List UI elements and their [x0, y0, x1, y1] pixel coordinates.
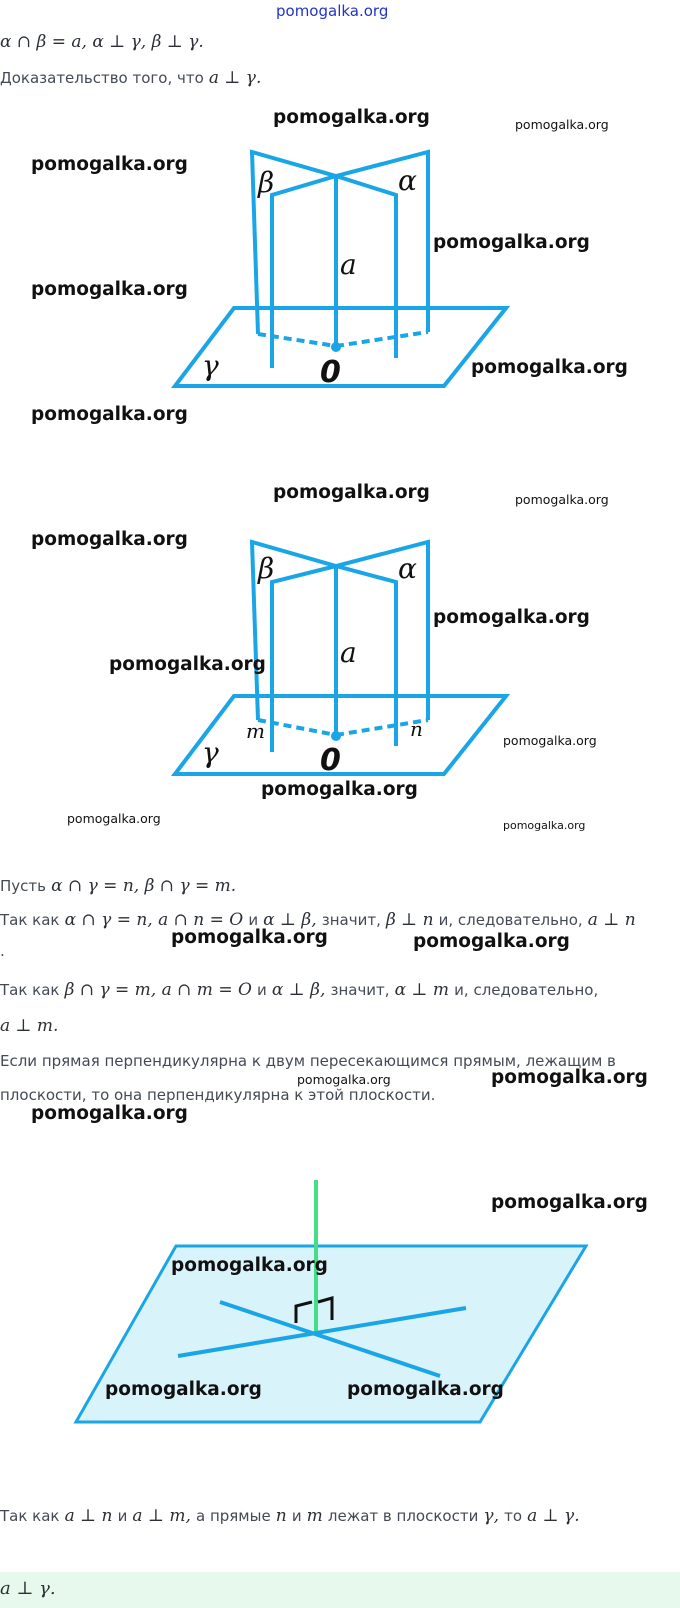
- label-m-2: m: [246, 719, 265, 743]
- watermark: pomogalka.org: [171, 1255, 328, 1276]
- concl-text-c: а прямые: [195, 1507, 271, 1525]
- prove-statement: [0, 68, 261, 88]
- watermark: pomogalka.org: [273, 107, 430, 128]
- concl-math-4: m: [306, 1506, 323, 1526]
- concl-math-2: a ⊥ m,: [132, 1506, 191, 1526]
- step-2-text-c: значит,: [321, 911, 381, 929]
- step-1: [0, 876, 236, 896]
- dash-m-1: [258, 334, 336, 346]
- concl-text-e: лежат в плоскости: [327, 1507, 479, 1525]
- step-3-text-a: Так как: [0, 981, 60, 999]
- label-o-1: 0: [320, 355, 341, 390]
- watermark: pomogalka.org: [109, 654, 266, 675]
- conclusion: [0, 1506, 580, 1526]
- label-alpha-1: α: [398, 164, 417, 197]
- watermark: pomogalka.org: [347, 1379, 504, 1400]
- watermark: pomogalka.org: [171, 927, 328, 948]
- label-gamma-2: γ: [202, 736, 219, 769]
- theorem-line-2: плоскости, то она перпендикулярна к этой плоскости.: [0, 1086, 436, 1104]
- label-n-2: n: [410, 717, 423, 741]
- label-gamma-1: γ: [202, 349, 219, 382]
- step-3-text-b: и: [257, 981, 267, 999]
- watermark: pomogalka.org: [297, 1072, 391, 1087]
- step-3-math-2: α ⊥ β,: [271, 980, 326, 1000]
- concl-text-a: Так как: [0, 1507, 60, 1525]
- theorem-line-1: Если прямая перпендикулярна к двум пересекающимся прямым, лежащим в: [0, 1052, 616, 1070]
- watermark: pomogalka.org: [433, 607, 590, 628]
- prove-text: Доказательство того, что: [0, 69, 204, 87]
- step-3-math-4: a ⊥ m.: [0, 1016, 59, 1036]
- watermark: pomogalka.org: [105, 1379, 262, 1400]
- point-o-2: [331, 731, 341, 741]
- label-a-2: a: [340, 636, 357, 669]
- watermark: pomogalka.org: [491, 1192, 648, 1213]
- watermark: pomogalka.org: [31, 154, 188, 175]
- step-2-text-a: Так как: [0, 911, 60, 929]
- concl-text-d: и: [291, 1507, 302, 1525]
- concl-text-f: то: [504, 1507, 523, 1525]
- watermark: pomogalka.org: [31, 404, 188, 425]
- watermark: pomogalka.org: [471, 357, 628, 378]
- label-a-1: a: [340, 248, 357, 281]
- concl-text-b: и: [117, 1507, 128, 1525]
- step-3-math-1: β ∩ γ = m, a ∩ m = O: [64, 980, 252, 1000]
- answer-math: a ⊥ γ.: [0, 1578, 56, 1599]
- watermark: pomogalka.org: [503, 733, 597, 748]
- step-2-period: .: [0, 942, 5, 960]
- watermark: pomogalka.org: [515, 117, 609, 132]
- concl-math-6: a ⊥ γ.: [527, 1506, 580, 1526]
- watermark: pomogalka.org: [433, 232, 590, 253]
- step-2-text-b: и: [248, 911, 259, 929]
- watermark: pomogalka.org: [491, 1067, 648, 1088]
- step-2-math-1: α ∩ γ = n, a ∩ n = O: [64, 910, 244, 930]
- watermark: pomogalka.org: [273, 482, 430, 503]
- answer-box: [0, 1572, 680, 1608]
- concl-math-5: γ,: [483, 1506, 499, 1526]
- dash-m-2: [258, 720, 336, 735]
- point-o-1: [331, 342, 341, 352]
- label-beta-2: β: [258, 552, 275, 585]
- figure-planes-1: [0, 100, 680, 430]
- step-3-math-3: α ⊥ m: [394, 980, 450, 1000]
- label-alpha-2: α: [398, 552, 417, 585]
- step-1-text: Пусть: [0, 877, 46, 895]
- watermark: pomogalka.org: [515, 492, 609, 507]
- step-3-text-c: значит,: [330, 981, 390, 999]
- step-1-math: α ∩ γ = n, β ∩ γ = m.: [51, 876, 237, 896]
- step-2-text-d: и, следовательно,: [438, 911, 583, 929]
- concl-math-1: a ⊥ n: [64, 1506, 113, 1526]
- step-2-math-4: a ⊥ n: [587, 910, 636, 930]
- step-3: [0, 980, 598, 1000]
- watermark: pomogalka.org: [67, 811, 161, 826]
- step-2-math-3: β ⊥ n: [385, 910, 434, 930]
- prove-math: a ⊥ γ.: [208, 68, 262, 88]
- label-beta-1: β: [258, 166, 275, 199]
- watermark: pomogalka.org: [31, 1103, 188, 1124]
- watermark: pomogalka.org: [503, 819, 586, 832]
- watermark: pomogalka.org: [261, 779, 418, 800]
- header-site-link[interactable]: pomogalka.org: [276, 2, 389, 20]
- step-3-text-d: и, следовательно,: [454, 981, 599, 999]
- watermark: pomogalka.org: [31, 529, 188, 550]
- label-o-2: 0: [320, 743, 341, 778]
- watermark: pomogalka.org: [31, 279, 188, 300]
- step-2-math-2: α ⊥ β,: [263, 910, 317, 930]
- watermark: pomogalka.org: [413, 931, 570, 952]
- dash-n-1: [336, 332, 428, 346]
- given-statement: α ∩ β = a, α ⊥ γ, β ⊥ γ.: [0, 32, 204, 52]
- concl-math-3: n: [275, 1506, 287, 1526]
